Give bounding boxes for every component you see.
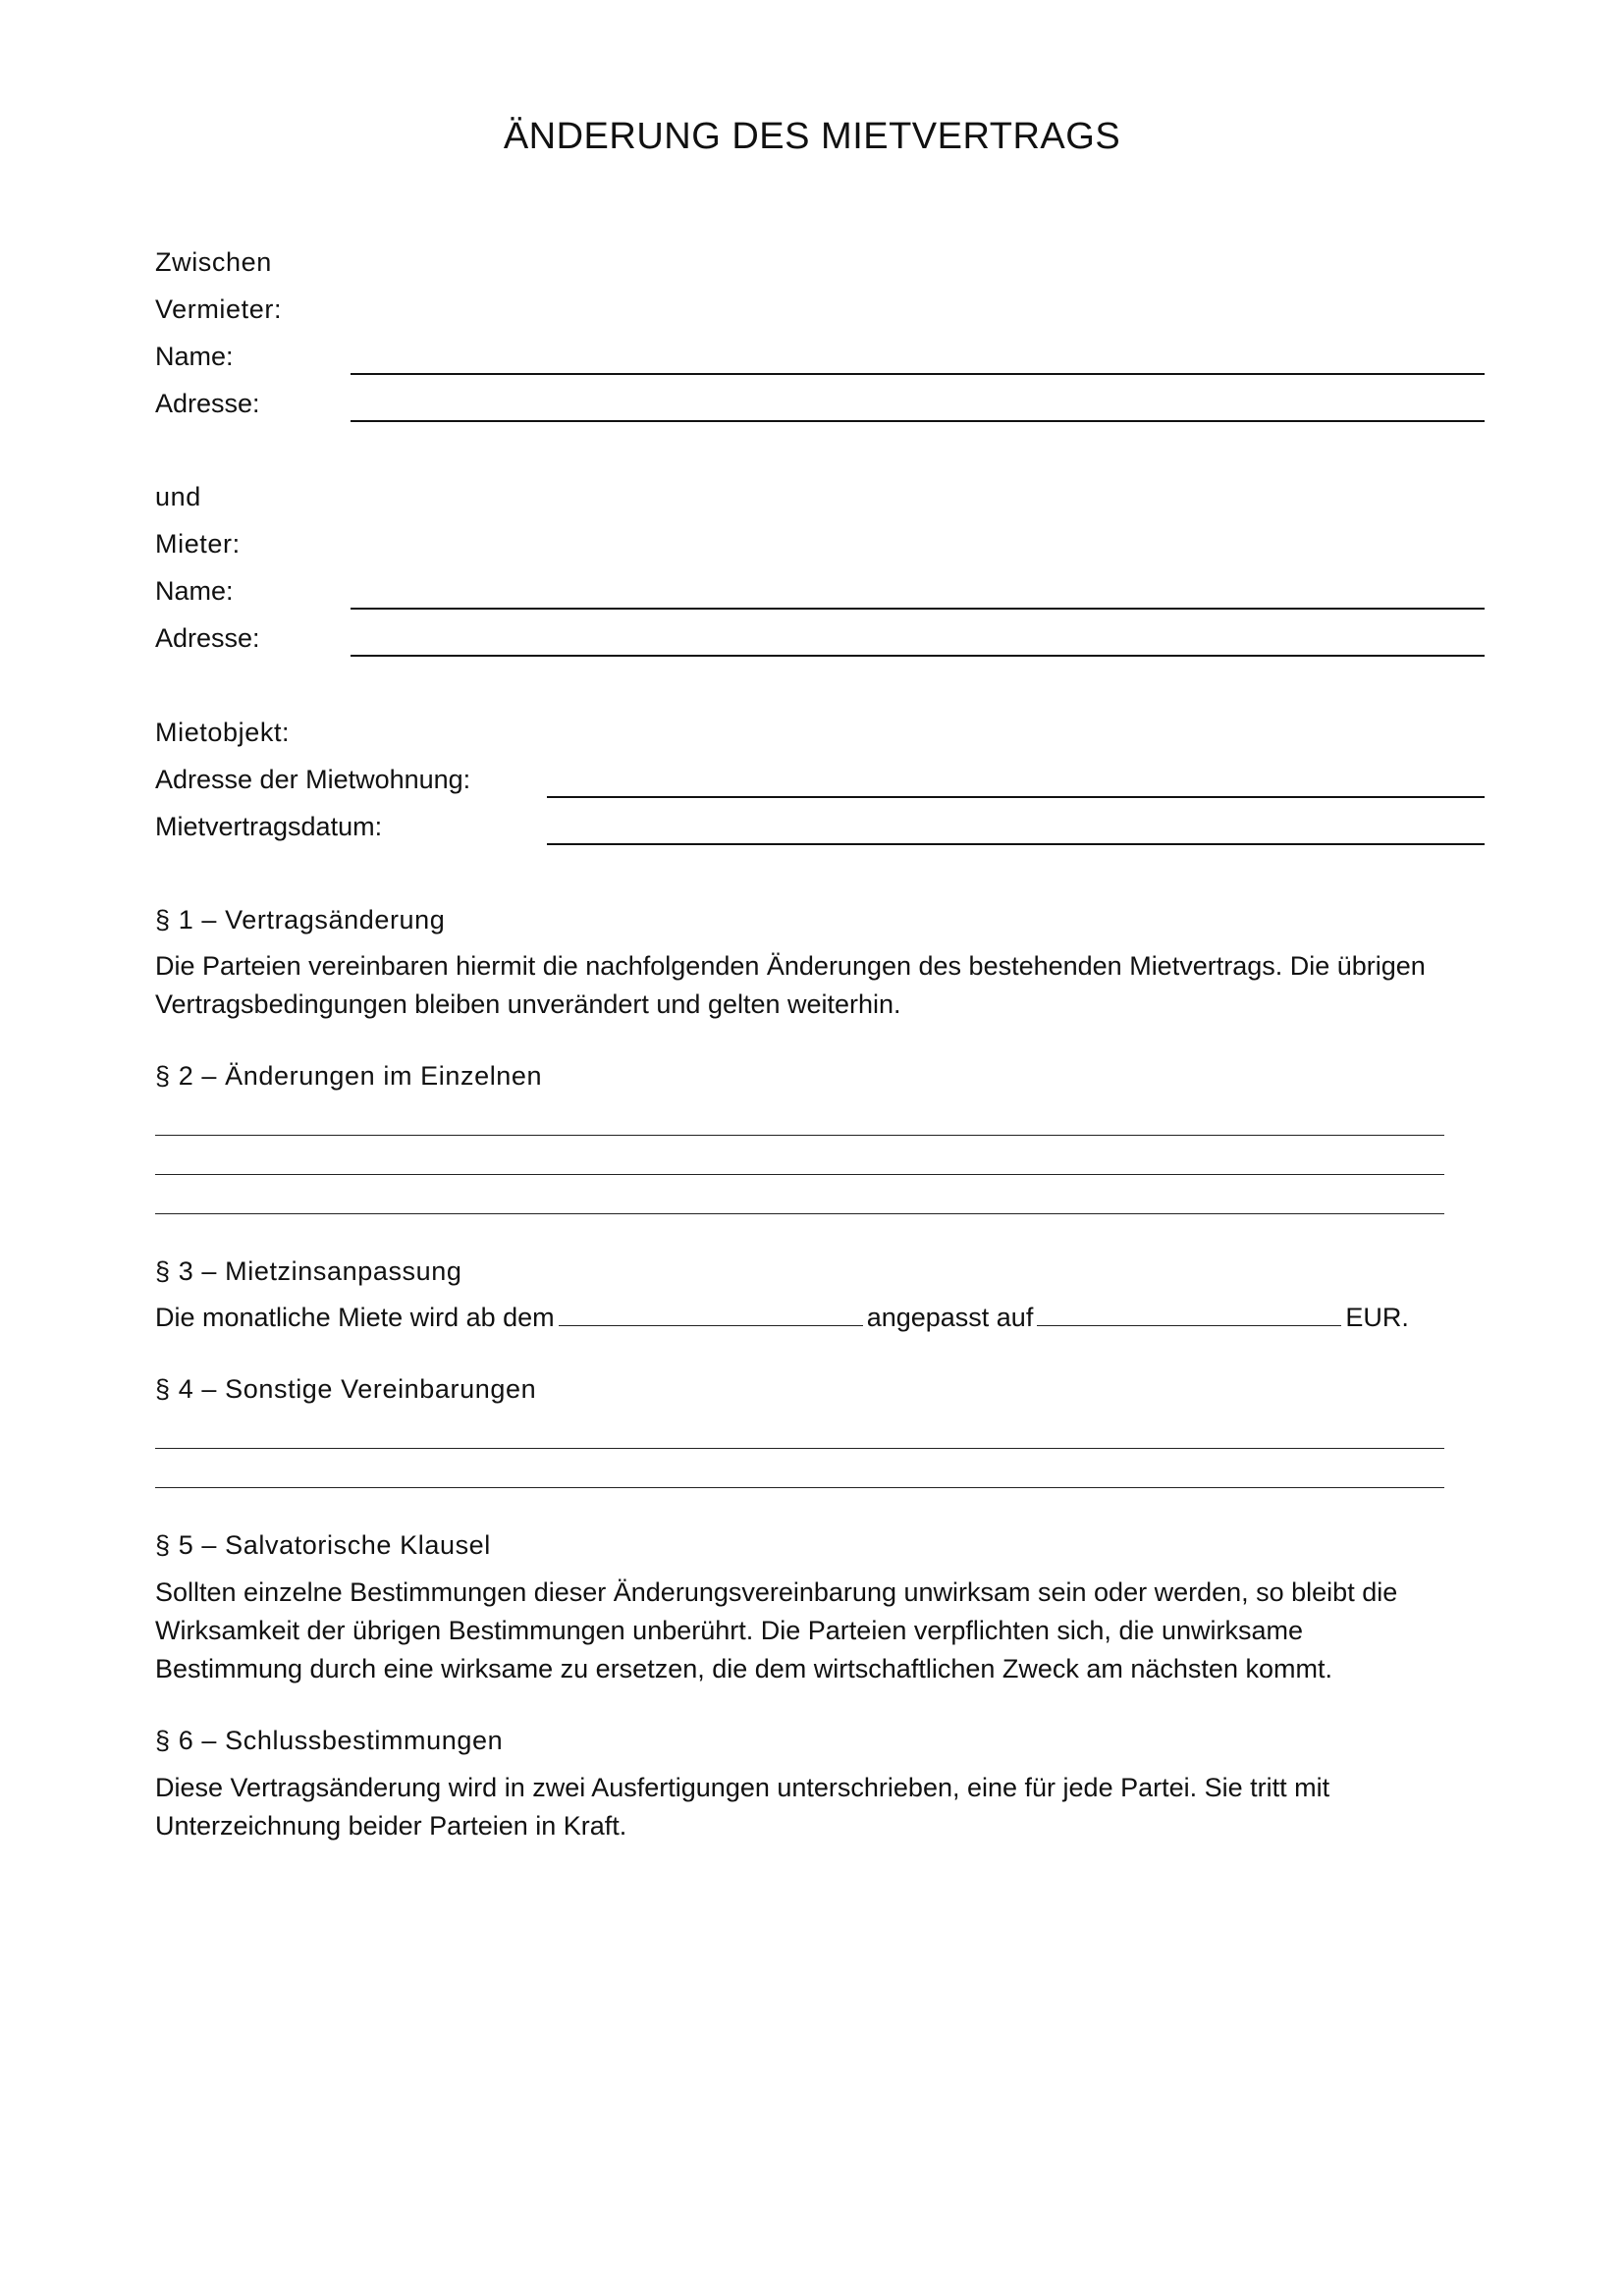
section-2-blank-line-1[interactable] — [155, 1135, 1444, 1136]
section-6-line-2: Unterzeichnung beider Parteien in Kraft. — [155, 1811, 627, 1841]
section-4-blank-line-2[interactable] — [155, 1487, 1444, 1488]
section-5-line-3: Bestimmung durch eine wirksame zu ersetzen, die dem wirtschaftlichen Zweck am nächsten kommt. — [155, 1654, 1332, 1683]
tenant-name-field[interactable] — [351, 608, 1485, 610]
landlord-address-label: Adresse: — [155, 389, 260, 418]
landlord-name-field[interactable] — [351, 373, 1485, 375]
tenant-label: Mieter: — [155, 529, 241, 559]
object-address-field[interactable] — [547, 796, 1485, 798]
rent-amount-field[interactable] — [1037, 1306, 1341, 1326]
contract-date-label: Mietvertragsdatum: — [155, 812, 383, 841]
object-label: Mietobjekt: — [155, 718, 291, 747]
section-4-heading: § 4 – Sonstige Vereinbarungen — [155, 1374, 537, 1404]
tenant-address-label: Adresse: — [155, 623, 260, 653]
contract-date-field[interactable] — [547, 843, 1485, 845]
section-3-text-mid: angepasst auf — [866, 1303, 1034, 1332]
tenant-name-label: Name: — [155, 576, 234, 606]
section-2-blank-line-2[interactable] — [155, 1174, 1444, 1175]
section-6-line-1: Diese Vertragsänderung wird in zwei Ausfertigungen unterschrieben, eine für jede Partei. Sie tritt mit — [155, 1773, 1330, 1802]
section-2-blank-line-3[interactable] — [155, 1213, 1444, 1214]
section-5-text — [155, 1574, 1481, 1688]
section-5-line-2: Wirksamkeit der übrigen Bestimmungen unberührt. Die Parteien verpflichten sich, die unwirksame — [155, 1616, 1304, 1645]
section-6-heading: § 6 – Schlussbestimmungen — [155, 1726, 504, 1755]
section-6-text — [155, 1769, 1481, 1845]
section-3-text — [155, 1301, 1409, 1334]
document-title: ÄNDERUNG DES MIETVERTRAGS — [503, 116, 1121, 157]
section-5-heading: § 5 – Salvatorische Klausel — [155, 1530, 491, 1560]
section-1-line-2: Vertragsbedingungen bleiben unverändert und gelten weiterhin. — [155, 989, 901, 1019]
landlord-address-field[interactable] — [351, 420, 1485, 422]
section-1-text — [155, 947, 1481, 1024]
section-3-text-end: EUR. — [1345, 1303, 1409, 1332]
section-2-heading: § 2 – Änderungen im Einzelnen — [155, 1061, 543, 1091]
section-1-heading: § 1 – Vertragsänderung — [155, 905, 446, 934]
section-5-line-1: Sollten einzelne Bestimmungen dieser Änderungsvereinbarung unwirksam sein oder werden, so bleibt die — [155, 1577, 1398, 1607]
landlord-name-label: Name: — [155, 342, 234, 371]
section-3-heading: § 3 – Mietzinsanpassung — [155, 1256, 462, 1286]
landlord-label: Vermieter: — [155, 294, 283, 324]
tenant-address-field[interactable] — [351, 655, 1485, 657]
section-3-text-start: Die monatliche Miete wird ab dem — [155, 1303, 555, 1332]
section-4-blank-line-1[interactable] — [155, 1448, 1444, 1449]
rent-start-date-field[interactable] — [559, 1306, 863, 1326]
object-address-label: Adresse der Mietwohnung: — [155, 765, 471, 794]
between-label: Zwischen — [155, 247, 272, 277]
section-1-line-1: Die Parteien vereinbaren hiermit die nachfolgenden Änderungen des bestehenden Mietvertrags. Die übrigen — [155, 951, 1426, 981]
and-label: und — [155, 482, 201, 511]
